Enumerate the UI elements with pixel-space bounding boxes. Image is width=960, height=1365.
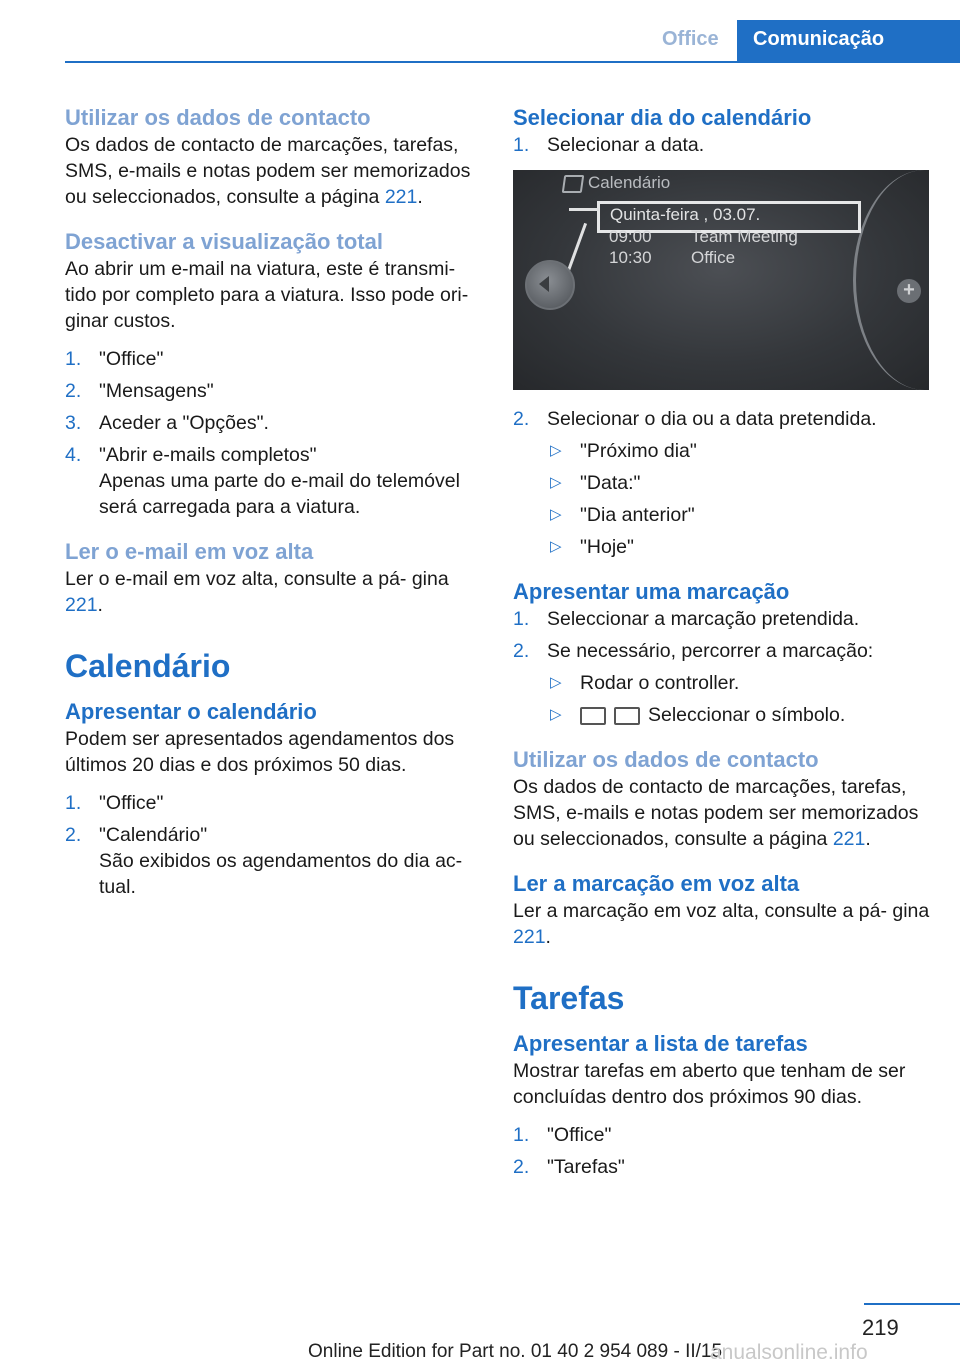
- list-item: ▷ "Próximo dia": [550, 440, 697, 462]
- next-entry-icon: [614, 707, 640, 725]
- section-title-contact-data: Utilizar os dados de contacto: [65, 105, 371, 130]
- contact-data-text: Os dados de contacto de marcações, tarefas, SMS, e-mails e notas podem ser memorizados ou seleccionados, consulte a página 221.: [513, 776, 919, 850]
- triangle-bullet-icon: ▷: [550, 706, 562, 723]
- footer-rule: [864, 1303, 960, 1305]
- list-item: ▷ "Data:": [550, 472, 641, 494]
- section-title-show-appointment: Apresentar uma marcação: [513, 579, 790, 604]
- header-chapter-tab: [737, 20, 960, 63]
- page-number: 219: [862, 1315, 899, 1340]
- screen-title: Calendário: [588, 173, 671, 192]
- edition-note: Online Edition for Part no. 01 40 2 954 089 - II/15: [308, 1341, 723, 1362]
- previous-entry-icon: [580, 707, 606, 725]
- list-item: 1. "Office": [513, 1124, 612, 1146]
- task-list-steps: [513, 1122, 933, 1180]
- chapter-title-calendar: Calendário: [65, 648, 231, 684]
- read-email-text: Ler o e-mail em voz alta, consulte a pá‐ gina 221.: [65, 568, 449, 616]
- calendar-screen-figure: [513, 170, 929, 390]
- triangle-bullet-icon: ▷: [550, 506, 562, 523]
- callout-line: [569, 208, 599, 211]
- select-day-step-2: [513, 406, 933, 432]
- chapter-title-tasks: Tarefas: [513, 980, 625, 1016]
- plus-icon: +: [897, 279, 921, 303]
- section-title-task-list: Apresentar a lista de tarefas: [513, 1031, 808, 1056]
- triangle-bullet-icon: ▷: [550, 474, 562, 491]
- section-title-select-day: Selecionar dia do calendário: [513, 105, 812, 130]
- list-item: ▷ Seleccionar o símbolo.: [550, 704, 846, 726]
- section-title-full-view: Desactivar a visualização total: [65, 229, 383, 254]
- list-item: 2. "Calendário" São exibidos os agendamentos do dia ac‐ tual.: [65, 824, 463, 898]
- list-item: 2. Se necessário, percorrer a marcação:: [513, 640, 874, 662]
- appointment-time: 09:00: [609, 227, 652, 246]
- list-item: 3. Aceder a "Opções".: [65, 412, 269, 434]
- section-title-read-email: Ler o e-mail em voz alta: [65, 539, 314, 564]
- appointment-time: 10:30: [609, 248, 652, 267]
- section-title-show-calendar: Apresentar o calendário: [65, 699, 317, 724]
- left-column: [65, 104, 485, 906]
- section-title-contact-data: Utilizar os dados de contacto: [513, 747, 819, 772]
- list-item: 4. "Abrir e-mails completos" Apenas uma parte do e-mail do telemóvel será carregada para a viatura.: [65, 444, 460, 518]
- header-section-label: Office: [662, 28, 719, 50]
- list-item: ▷ "Dia anterior": [550, 504, 695, 526]
- screen-arc: [853, 170, 929, 390]
- show-calendar-text: Podem ser apresentados agendamentos dos últimos 20 dias e dos próximos 50 dias.: [65, 728, 455, 776]
- list-item: 1. "Office": [65, 348, 164, 370]
- triangle-bullet-icon: ▷: [550, 442, 562, 459]
- select-day-step-1: [513, 132, 933, 158]
- appointment-label: Office: [691, 248, 736, 267]
- controller-knob-icon: [525, 260, 575, 310]
- list-item: 2. "Mensagens": [65, 380, 214, 402]
- calendar-icon: [562, 175, 585, 193]
- selected-date-bar: Quinta-feira , 03.07.: [597, 201, 861, 233]
- list-item: 1. "Office": [65, 792, 164, 814]
- read-appointment-text: Ler a marcação em voz alta, consulte a pá‐ gina 221.: [513, 900, 930, 948]
- task-list-text: Mostrar tarefas em aberto que tenham de ser concluídas dentro dos próximos 90 dias.: [513, 1060, 906, 1108]
- list-item: 1. Seleccionar a marcação pretendida.: [513, 608, 860, 630]
- list-item: 2. Selecionar o dia ou a data pretendida.: [513, 408, 877, 430]
- full-view-text: Ao abrir um e-mail na viatura, este é transmi‐ tido por completo para a viatura. Isso pode ori‐ ginar custos.: [65, 258, 469, 332]
- right-column: [513, 104, 933, 1186]
- list-item: 1. Selecionar a data.: [513, 134, 705, 156]
- watermark: anualsonline.info: [710, 1341, 868, 1364]
- triangle-bullet-icon: ▷: [550, 538, 562, 555]
- full-view-steps: [65, 346, 485, 520]
- page-link[interactable]: 221: [513, 926, 546, 948]
- section-title-read-appointment: Ler a marcação em voz alta: [513, 871, 800, 896]
- list-item: 2. "Tarefas": [513, 1156, 625, 1178]
- list-item: ▷ Rodar o controller.: [550, 672, 740, 694]
- triangle-bullet-icon: ▷: [550, 674, 562, 691]
- page-link[interactable]: 221: [384, 186, 418, 208]
- list-item: ▷ "Hoje": [550, 536, 634, 558]
- show-appointment-options: [513, 670, 933, 728]
- contact-data-text: Os dados de contacto de marcações, tarefas, SMS, e-mails e notas podem ser memorizados ou seleccionados, consulte a página 221.: [65, 134, 471, 208]
- show-appointment-steps: [513, 606, 933, 664]
- appointment-label: Team Meeting: [691, 227, 798, 246]
- page-link[interactable]: 221: [65, 594, 98, 616]
- show-calendar-steps: [65, 790, 485, 900]
- header-chapter-label: Comunicação: [753, 28, 885, 50]
- page-link[interactable]: 221: [832, 828, 866, 850]
- select-day-options: [513, 438, 933, 560]
